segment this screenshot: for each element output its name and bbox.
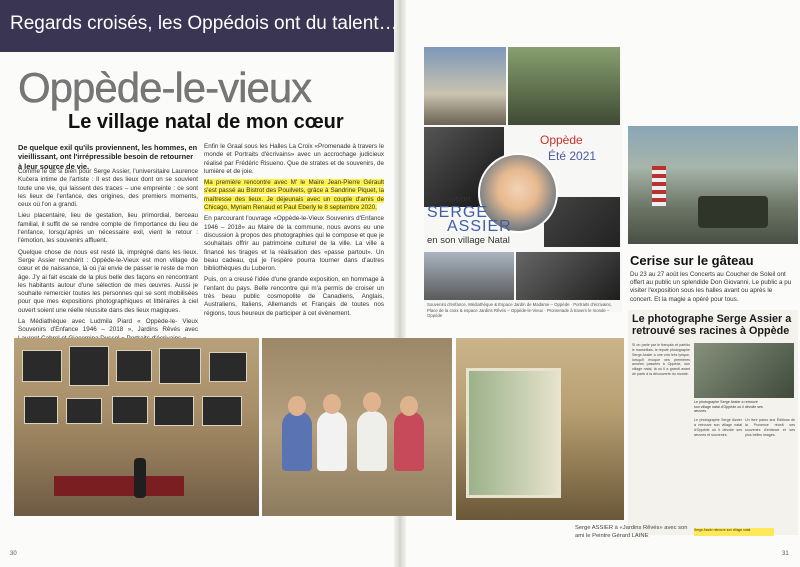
page-number-left: 30 — [10, 551, 17, 557]
photo-caption: Serge ASSIER à «Jardins Rêvés» avec son ami le Peintre Gérard LAINE — [575, 525, 688, 539]
seated-person — [134, 458, 146, 498]
framed-photo — [22, 350, 62, 382]
person — [282, 411, 312, 471]
poster-exposition: Exposition — [427, 194, 471, 205]
paragraph: Comme le dit si bien pour Serge Assier, l'universitaire Laurence Kučera intime de l'artiste : Il est des lieux dont on se souvient toute une vie, qui laissent des traces – une empreinte : ce sont les lieux de l'enfance, des origines, des premiers moments, ceux où l'on a grandi. — [18, 168, 198, 209]
person — [317, 411, 347, 471]
banner-title: Regards croisés, les Oppédois ont du talent… — [10, 13, 398, 34]
framed-photo — [159, 348, 201, 384]
paragraph: Enfin le Graal sous les Halles La Croix «Promenade à travers le monde et Portraits d'écrivains» avec un accrochage judicieux réalisé par Frédéric Risueno. Que de strates et de souvenirs, de lumière et de joie. — [204, 143, 384, 175]
paragraph: La Médiathèque avec Ludmila Piard « Oppède-le- Vieux Souvenirs d'Enfance 1946 – 2018 », Jardins Rêvés avec — [18, 318, 198, 334]
cerise-text: Du 23 au 27 août les Concerts au Coucher de Soleil ont offert au public un splendide Don Giovanni. Le public a pu visiter l'exposition sous les halles avant ou après le concert. Et la magie a opéré pour tous. — [630, 271, 792, 303]
framed-photo — [66, 398, 102, 424]
poster-summer: Été 2021 — [548, 149, 597, 163]
paragraph: En parcourant l'ouvrage «Oppède-le-Vieux Souvenirs d'Enfance 1946 – 2018» au Maire de la commune, nous avons eu une discussion à propos des photographies qui le compose et que je souhaitais offrir au patrimoine culturel de la ville. La ville a financé les tirages et la réalisation des «passe partout». Un beau cadeau, qui je l'espère pourra tourner dans d'autres bibliothèques du Luberon. — [204, 215, 384, 273]
highlight: Ma première rencontre avec M' le Maire Jean-Pierre Gérault s'est passé au Bistrot des Pouilvets, grâce à Sandrine Piquet, la maîtresse des lieux. Je déjeunais avec un couple d'amis de Chicago, Myriam Renaud et Paul Eberly le 8 septembre 2020. — [204, 179, 384, 212]
head — [363, 392, 381, 412]
framed-photo — [154, 396, 194, 426]
section-banner — [0, 0, 398, 52]
exhibition-hall-photo — [14, 338, 259, 516]
head — [323, 394, 341, 414]
garden-photo — [456, 338, 624, 520]
poster-assier: ASSIER — [447, 218, 512, 235]
clipping-photo-caption: Le photographe Serge Assier a retrouvé son village natal d'Oppède où il dévoile ses œuvres — [694, 400, 763, 414]
poster-photo — [516, 252, 620, 300]
cars-photo — [628, 126, 798, 244]
framed-photo — [209, 352, 247, 382]
text-column-2 — [204, 143, 384, 321]
group-photo — [262, 338, 452, 516]
clipping-headline: Le photographe Serge Assier a retrouvé ses racines à Oppède — [632, 313, 792, 338]
poster-photo — [508, 47, 620, 125]
clipping-column: Un livre parus aux Éditions de la Provence réunit ses souvenirs d'enfance et ses plus belles images. — [745, 418, 795, 437]
paragraph: Lieu placentaire, lieu de gestation, lieu primordial, berceau familial, il suffit de se rendre compte de l'importance du lieu de l'enfance, lorsqu'après un nécessaire exil, vient le retour : l'émotion, les souvenirs affluent. — [18, 212, 198, 245]
clipping-note: Serge Assier retrouve son village natal — [694, 528, 774, 536]
paragraph: Puis, on a creusé l'idée d'une grande exposition, en hommage à l'enfant du pays. Belle rencontre qui m'a permis de croiser un très beau public cosmopolite de Canadiens, Anglais, Australiens, Italiens, Allemands et Français de toutes nos régions, tous heureux de participer à cet évènement. — [204, 276, 384, 317]
poster-serge: SERGE — [427, 204, 489, 221]
framed-photo — [112, 396, 148, 424]
highlighted-paragraph — [204, 179, 384, 212]
article-intro: De quelque exil qu'ils proviennent, les hommes, en vieillissant, ont l'irrépressible besoin de retourner à leur source de vie. — [18, 143, 198, 171]
poster-photo — [424, 252, 514, 300]
framed-photo — [69, 346, 109, 386]
person — [357, 411, 387, 471]
page-number-right: 31 — [782, 551, 789, 557]
head — [400, 396, 418, 416]
poster-photo — [424, 47, 506, 125]
clipping-photo — [694, 343, 794, 398]
article-subtitle: Le village natal de mon cœur — [68, 111, 344, 133]
glass-door — [466, 368, 561, 498]
framed-photo — [202, 396, 242, 426]
paragraph: Quelque chose de nous est resté là, imprégné dans les lieux. Serge Assier renchérit : Oppède-le-Vieux est mon village de cœur et de naissance, là où j'ai envie de passer le reste de mon âge. J'y ai fait escale de la plus belle des façons en rencontrant les habitants autour d'une sélection de mes œuvres. Aussi je souhaite remercier toutes les personnes qui se sont mobilisées pour que mes expositions photographiques et littéraires à ciel ouvert soient une réelle réussite dans des lieux magiques. — [18, 248, 198, 314]
poster-oppede: Oppède — [540, 133, 583, 147]
clipping-column: Le photographe Serge Assier a retrouvé son village natal d'Oppède où il dévoile ses œuvres et souvenirs. — [694, 418, 742, 437]
poster-natal: en son village Natal — [427, 235, 510, 246]
head — [288, 396, 306, 416]
framed-photo — [116, 350, 152, 382]
clipping-column: Si on parle par le français et parfois le marseillais, le réputé photographe Serge Assier a une voix très lyrique, lorsqu'il évoque ses premières années passées à Oppède, son village natal, là où il a grandi avant de partir à la découverte du monde. — [632, 343, 690, 377]
jeep — [698, 196, 768, 228]
framed-photo — [24, 396, 58, 424]
poster-credits: Souvenirs d'enfance, Médiathèque & Espace Jardin de Madame – Oppède · Portraits d'écrivains, Place de la croix & espace Jardins Rêvés – Oppède-le-Vieux · Promenade à travers le monde – Oppède — [427, 302, 612, 319]
article-title: Oppède-le-vieux — [18, 64, 312, 111]
text-column-1 — [18, 168, 198, 346]
flag — [652, 166, 666, 206]
cerise-heading: Cerise sur le gâteau — [630, 253, 754, 268]
person — [394, 411, 424, 471]
red-table — [54, 476, 184, 496]
